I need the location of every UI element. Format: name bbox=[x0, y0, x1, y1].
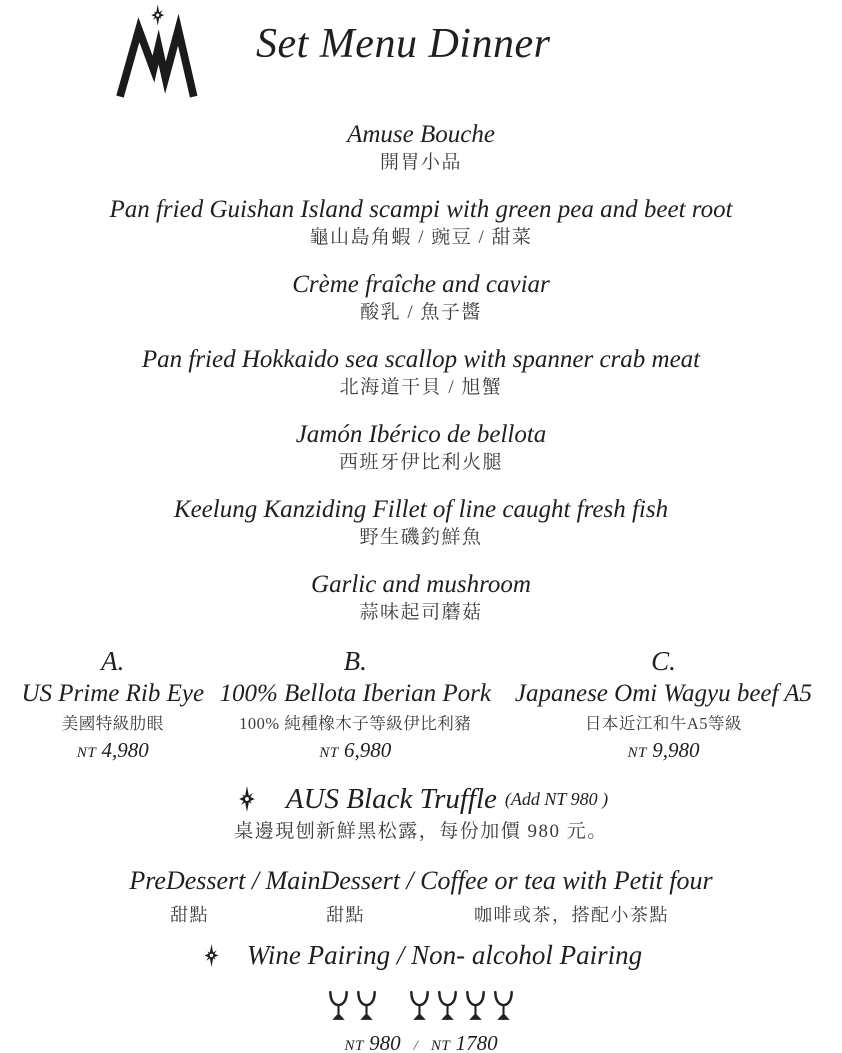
currency-label: NT bbox=[627, 745, 647, 761]
wine-glass-icon bbox=[355, 990, 378, 1023]
dessert-line-en: PreDessert / MainDessert / Coffee or tea with Petit four bbox=[129, 866, 713, 895]
currency-label: NT bbox=[76, 745, 97, 761]
pairing-glass-icons bbox=[0, 990, 842, 1023]
wine-glass-icon bbox=[408, 990, 431, 1023]
pairing-heading-row bbox=[0, 938, 842, 972]
currency-label: NT bbox=[344, 1038, 364, 1053]
option-price bbox=[495, 736, 832, 767]
truffle-description-zh: 桌邊現刨新鮮黑松露，每份加價 980 元。 bbox=[234, 821, 608, 842]
option-label: A. bbox=[101, 646, 125, 676]
course-fish bbox=[0, 495, 842, 550]
non-alcohol-pairing-glasses bbox=[408, 990, 515, 1023]
dessert-course bbox=[0, 864, 842, 924]
course-scampi bbox=[0, 195, 842, 250]
price-value: 9,980 bbox=[652, 738, 700, 762]
coffee-tea-zh: 咖啡或茶，搭配小茶點 bbox=[474, 905, 669, 925]
dessert-line-zh bbox=[0, 898, 842, 924]
course-name-zh: 酸乳 / 魚子醬 bbox=[360, 302, 482, 323]
pre-dessert-zh: 甜點 bbox=[170, 905, 209, 925]
wine-glass-icon bbox=[492, 990, 515, 1023]
option-name-zh: 100% 純種橡木子等級伊比利豬 bbox=[239, 714, 472, 733]
restaurant-logo bbox=[110, 4, 202, 100]
non-alcohol-pairing-price bbox=[431, 1031, 498, 1053]
option-name-zh: 美國特級肋眼 bbox=[61, 714, 164, 733]
option-label: B. bbox=[343, 646, 367, 676]
sparkle-icon bbox=[200, 944, 223, 967]
currency-label: NT bbox=[319, 745, 339, 761]
wine-glass-icon bbox=[464, 990, 487, 1023]
price-value: 6,980 bbox=[343, 738, 392, 762]
wine-pairing-price bbox=[344, 1031, 400, 1053]
option-name-en: US Prime Rib Eye bbox=[21, 680, 205, 707]
course-name-en: Pan fried Hokkaido sea scallop with spanner crab meat bbox=[141, 346, 701, 373]
page-title: Set Menu Dinner bbox=[256, 21, 551, 67]
course-creme-fraiche bbox=[0, 270, 842, 325]
course-name-en: Keelung Kanziding Fillet of line caught fresh fish bbox=[173, 496, 669, 523]
course-scallop bbox=[0, 345, 842, 400]
course-name-en: Amuse Bouche bbox=[347, 121, 495, 148]
course-name-en: Crème fraîche and caviar bbox=[292, 271, 550, 298]
pairing-title: Wine Pairing / Non- alcohol Pairing bbox=[246, 940, 643, 970]
option-name-zh: 日本近江和牛A5等級 bbox=[584, 714, 743, 733]
course-name-en: Pan fried Guishan Island scampi with green pea and beet root bbox=[109, 196, 733, 223]
pairing-section bbox=[0, 938, 842, 972]
wine-pairing-glasses bbox=[327, 990, 378, 1023]
course-name-zh: 北海道干貝 / 旭蟹 bbox=[339, 377, 503, 398]
main-option-b bbox=[216, 645, 495, 767]
wine-glass-icon bbox=[327, 990, 350, 1023]
truffle-heading-row bbox=[0, 781, 842, 817]
option-name-en: Japanese Omi Wagyu beef A5 bbox=[514, 680, 813, 707]
option-price bbox=[216, 736, 495, 767]
main-course-options bbox=[10, 645, 832, 767]
main-option-a bbox=[10, 645, 216, 767]
course-name-zh: 龜山島角蝦 / 豌豆 / 甜菜 bbox=[309, 227, 533, 248]
course-name-zh: 野生磯釣鮮魚 bbox=[359, 527, 483, 548]
sparkle-icon bbox=[234, 786, 260, 812]
truffle-supplement bbox=[0, 781, 842, 844]
truffle-title: AUS Black Truffle bbox=[285, 783, 497, 815]
course-name-zh: 西班牙伊比利火腿 bbox=[338, 452, 503, 473]
price-separator: / bbox=[413, 1038, 418, 1053]
price-value: 980 bbox=[369, 1031, 401, 1053]
option-price bbox=[10, 736, 216, 767]
pairing-prices bbox=[0, 1031, 842, 1053]
currency-label: NT bbox=[430, 1038, 451, 1053]
course-amuse-bouche bbox=[0, 120, 842, 175]
course-garlic-mushroom bbox=[0, 570, 842, 625]
price-value: 1780 bbox=[455, 1031, 498, 1053]
course-name-zh: 開胃小品 bbox=[379, 152, 462, 173]
mountain-monogram-with-star-icon bbox=[110, 4, 202, 100]
main-dessert-zh: 甜點 bbox=[326, 905, 365, 925]
wine-glass-icon bbox=[436, 990, 459, 1023]
price-value: 4,980 bbox=[101, 738, 149, 762]
course-name-en: Jamón Ibérico de bellota bbox=[295, 421, 547, 448]
course-name-zh: 蒜味起司蘑菇 bbox=[359, 602, 483, 623]
course-name-en: Garlic and mushroom bbox=[311, 571, 531, 598]
main-option-c bbox=[495, 645, 832, 767]
course-jamon bbox=[0, 420, 842, 475]
option-name-en: 100% Bellota Iberian Pork bbox=[219, 680, 491, 707]
option-label: C. bbox=[651, 646, 676, 676]
truffle-surcharge-note: (Add NT 980 ) bbox=[504, 788, 609, 809]
menu-body bbox=[0, 120, 842, 1053]
